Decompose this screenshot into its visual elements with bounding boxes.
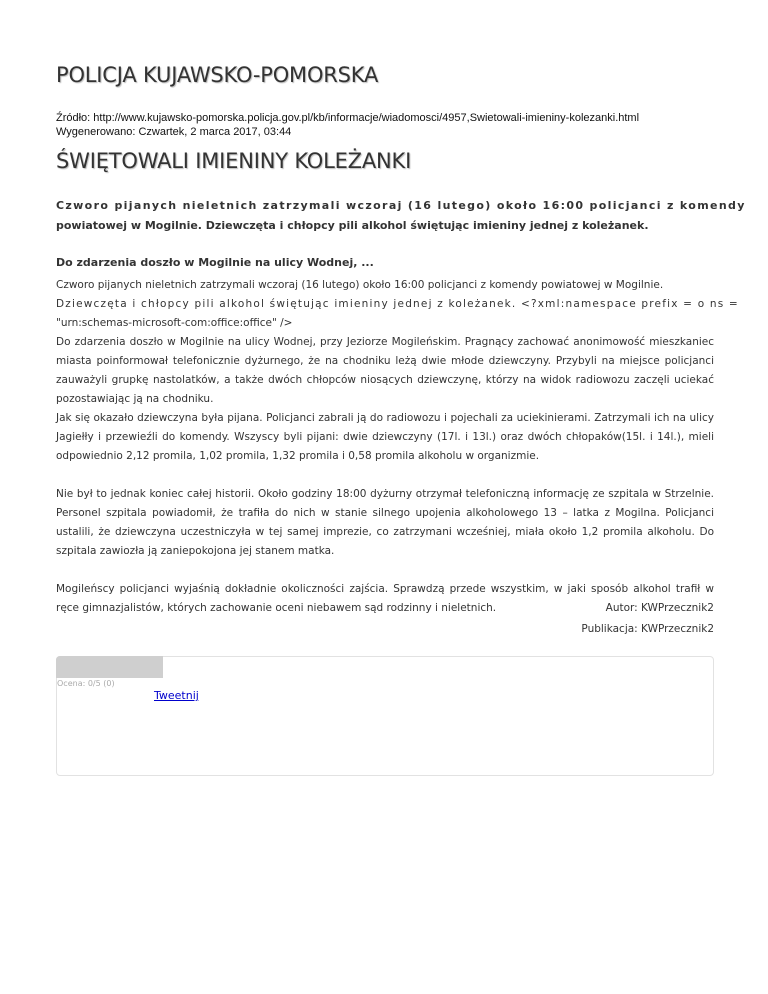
source-url: Źródło: http://www.kujawsko-pomorska.policja.gov.pl/kb/informacje/wiadomosci/4957,Swietowali-imieniny-kolezanki.html	[56, 112, 640, 124]
article-lead	[56, 196, 746, 236]
author: Autor: KWPrzecznik2	[605, 602, 714, 614]
paragraph: Mogileńscy policjanci wyjaśnią dokładnie okoliczności zajścia. Sprawdzą przede wszystkim, w jaki sposób alkohol trafił w ręce gimnazjalistów, których zachowanie oceni niebawem sąd rodzinny i nieletnich.	[56, 583, 714, 614]
paragraph: Jak się okazało dziewczyna była pijana. Policjanci zabrali ją do radiowozu i pojechali za uciekinierami. Zatrzymali ich na ulicy Jagiełły i przewieźli do komendy. Wszyscy byli pijani: dwie dziewczyny (17l. i 13l.) oraz dwóch chłopaków(15l. i 14l.), mieli odpowiednio 2,12 promila, 1,02 promila, 1,32 promila i 0,58 promila alkoholu w organizmie.	[56, 412, 714, 462]
article-body	[56, 276, 739, 618]
rating-label: Ocena: 0/5 (0)	[57, 679, 115, 688]
paragraph-line: Czworo pijanych nieletnich zatrzymali wczoraj (16 lutego) około 16:00 policjanci z komendy powiatowej w Mogilnie.	[56, 279, 664, 291]
article-title: ŚWIĘTOWALI IMIENINY KOLEŻANKI	[56, 149, 412, 173]
rating-panel	[56, 656, 714, 776]
paragraph-line: Dziewczęta i chłopcy pili alkohol świętując imieniny jednej z koleżanek. <?xml:namespace prefix = o ns =	[56, 298, 739, 310]
paragraph: Do zdarzenia doszło w Mogilnie na ulicy Wodnej, przy Jeziorze Mogileńskim. Pragnący zachować anonimowość mieszkaniec miasta poinformował telefonicznie dyżurnego, że na chodniku leżą dwie młode dziewczyny. Przybyli na miejsce policjanci zauważyli grupkę nastolatków, a także dwóch chłopców niosących dziewczynę, którzy na widok radiowozu zaczęli uciekać pozostawiając ją na chodniku.	[56, 336, 714, 405]
paragraph	[56, 276, 739, 333]
paragraph: Nie był to jednak koniec całej historii. Około godziny 18:00 dyżurny otrzymał telefoniczną informację ze szpitala w Strzelnie. Personel szpitala powiadomił, że trafiła do nich w stanie silnego upojenia alkoholowego 13 – latka z Mogilna. Policjanci ustalili, że dziewczyna uczestniczyła w tej samej imprezie, co zatrzymani wcześniej, miała około 1,2 promila alkoholu. Do szpitala zawiozła ją zaniepokojona jej stanem matka.	[56, 488, 714, 557]
publication: Publikacja: KWPrzecznik2	[581, 623, 714, 635]
document-meta	[56, 111, 639, 139]
article-subhead: Do zdarzenia doszło w Mogilnie na ulicy Wodnej, ...	[56, 256, 374, 269]
site-title: POLICJA KUJAWSKO-POMORSKA	[56, 63, 379, 87]
lead-line: Czworo pijanych nieletnich zatrzymali wczoraj (16 lutego) około 16:00 policjanci z komendy	[56, 199, 746, 212]
lead-line: powiatowej w Mogilnie. Dziewczęta i chłopcy pili alkohol świętując imieniny jednej z koleżanek.	[56, 219, 649, 232]
paragraph-line: "urn:schemas-microsoft-com:office:office" />	[56, 317, 293, 329]
generated-date: Wygenerowano: Czwartek, 2 marca 2017, 03:44	[56, 126, 292, 138]
tweet-link[interactable]: Tweetnij	[154, 689, 199, 702]
rating-bar[interactable]	[56, 656, 163, 678]
article-credits	[581, 598, 714, 640]
